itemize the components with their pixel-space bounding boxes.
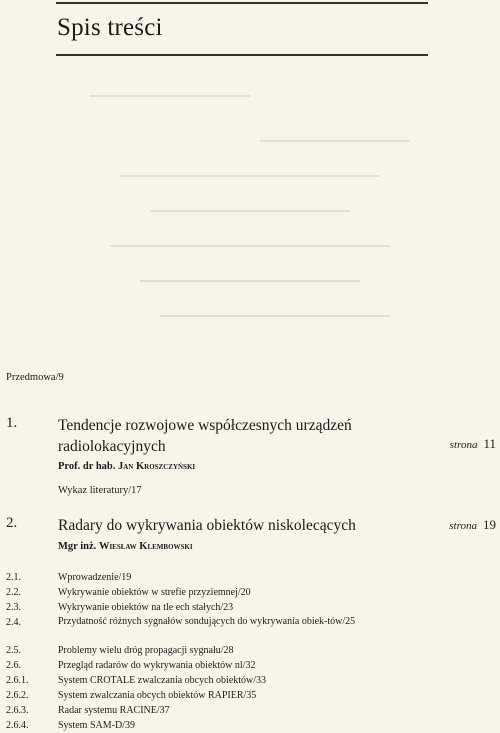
section-entry <box>6 570 486 585</box>
page-title: Spis treści <box>57 14 163 41</box>
page-label: strona <box>449 439 478 451</box>
section-number: 2.6.1. <box>6 675 29 686</box>
section-number: 2.6.4. <box>6 720 29 731</box>
chapter-number: 2. <box>6 515 18 531</box>
section-number: 2.6.2. <box>6 690 29 701</box>
show-through-texture <box>0 0 500 350</box>
section-title: Wykrywanie obiektów w strefie przyziemnej/20 <box>58 587 251 598</box>
section-entry <box>6 703 486 718</box>
section-number: 2.5. <box>6 645 21 656</box>
section-number: 2.3. <box>6 602 21 613</box>
chapter-number: 1. <box>6 415 18 431</box>
section-entry <box>6 688 486 703</box>
section-entry <box>6 718 486 733</box>
section-entry <box>6 643 486 658</box>
section-title: Przegląd radarów do wykrywania obiektów nl/32 <box>58 660 256 671</box>
section-title: System CROTALE zwalczania obcych obiektów/33 <box>58 675 267 686</box>
section-title: Przydatność różnych sygnałów sondujących do wykrywania obiek-tów/25 <box>58 616 356 627</box>
section-number: 2.2. <box>6 587 21 598</box>
chapter-2 <box>6 515 496 565</box>
chapter-page <box>449 517 496 533</box>
page-label: strona <box>449 520 477 532</box>
preface-entry: Przedmowa/9 <box>6 372 64 383</box>
author-title: Mgr inż. <box>58 541 97 552</box>
chapter-bibliography: Wykaz literatury/17 <box>58 485 142 496</box>
section-title: Wprowadzenie/19 <box>58 572 132 583</box>
section-number: 2.6. <box>6 660 21 671</box>
section-title: System SAM-D/39 <box>58 720 135 731</box>
chapter-author <box>58 461 195 472</box>
page-number: 19 <box>483 517 496 532</box>
section-title: Wykrywanie obiektów na tle ech stałych/23 <box>58 602 234 613</box>
chapter-author <box>58 541 193 552</box>
section-entry <box>6 585 486 600</box>
section-entry <box>6 615 486 643</box>
author-name: Wiesław Klembowski <box>98 541 193 552</box>
section-number: 2.4. <box>6 617 21 628</box>
section-entry <box>6 600 486 615</box>
chapter-page <box>450 436 496 452</box>
chapter-title: Radary do wykrywania obiektów niskolecących <box>58 517 356 534</box>
section-number: 2.6.3. <box>6 705 29 716</box>
section-entry <box>6 673 486 688</box>
top-rule <box>56 2 428 4</box>
title-rule <box>56 54 428 56</box>
section-title: Problemy wielu dróg propagacji sygnału/28 <box>58 645 234 656</box>
author-name: Jan Kroszczyński <box>118 461 196 472</box>
section-title: Radar systemu RACINE/37 <box>58 705 170 716</box>
page-number: 11 <box>483 436 496 451</box>
section-number: 2.1. <box>6 572 21 583</box>
section-entry <box>6 658 486 673</box>
chapter-1 <box>6 415 496 505</box>
section-title: System zwalczania obcych obiektów RAPIER/35 <box>58 690 257 701</box>
chapter-title: Tendencje rozwojowe współczesnych urządzeń radiolokacyjnych <box>58 417 352 455</box>
section-list <box>6 570 486 733</box>
author-title: Prof. dr hab. <box>58 461 116 472</box>
